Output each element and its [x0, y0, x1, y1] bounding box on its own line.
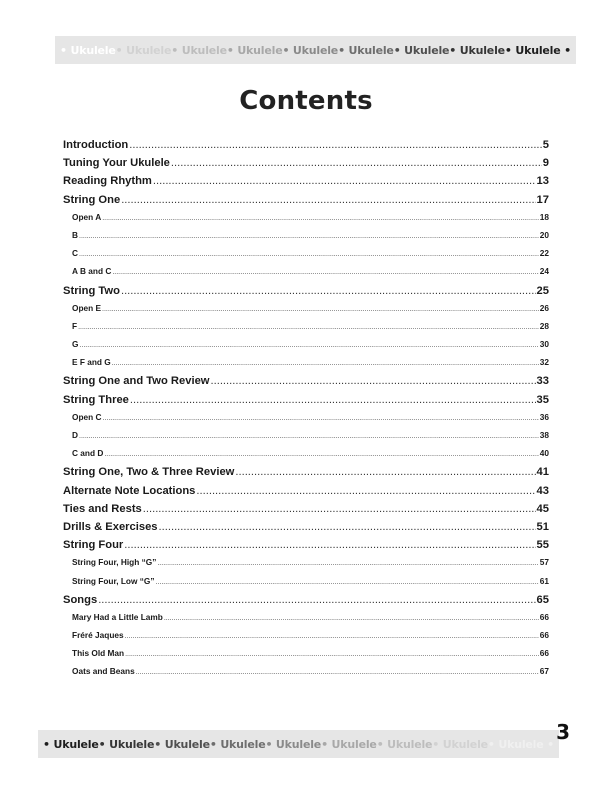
toc-entry-label: String Four: [63, 539, 124, 552]
toc-entry-label: String One: [63, 193, 121, 206]
dot-leader: [143, 503, 536, 515]
toc-entry: [63, 594, 549, 612]
toc-entry-page: 38: [539, 430, 549, 440]
toc-entry: [63, 521, 549, 539]
toc-entry-label: Drills & Exercises: [63, 520, 158, 533]
banner-word: • Ukulele: [432, 737, 488, 751]
dot-leader: [129, 139, 542, 151]
dot-leader: [112, 269, 538, 276]
toc-entry: [63, 157, 549, 175]
toc-entry-label: Reading Rhythm: [63, 175, 152, 188]
toc-subentry: [63, 648, 549, 666]
toc-entry-label: F: [72, 320, 78, 331]
banner-word: • Ukulele: [226, 43, 283, 57]
toc-entry-label: Fréré Jaques: [72, 630, 124, 641]
toc-entry-page: 57: [539, 557, 549, 568]
toc-subentry: [63, 212, 549, 230]
toc-entry-page: 17: [536, 193, 549, 206]
banner-word: • Ukulele: [171, 43, 227, 57]
dot-leader: [98, 594, 535, 606]
dot-leader: [79, 342, 538, 349]
toc-entry-page: 66: [539, 611, 549, 622]
toc-subentry: [63, 357, 549, 375]
dot-leader: [79, 251, 539, 258]
toc-subentry: [63, 303, 549, 321]
toc-entry-label: Introduction: [63, 139, 129, 151]
banner-word: • Ukulele: [98, 737, 155, 751]
toc-entry-label: Mary Had a Little Lamb: [72, 611, 163, 622]
toc-entry-page: 30: [539, 339, 549, 350]
toc-subentry: [63, 666, 549, 684]
toc-subentry: [63, 576, 549, 594]
toc-entry-label: E F and G: [72, 357, 111, 368]
footer-banner: [38, 730, 559, 758]
toc-subentry: [63, 266, 549, 284]
dot-leader: [121, 194, 535, 206]
toc-entry-label: String Three: [63, 393, 129, 406]
banner-word: • Ukulele: [282, 43, 339, 57]
dot-leader: [196, 485, 535, 497]
toc-entry-page: 35: [536, 393, 549, 406]
dot-leader: [130, 394, 536, 406]
toc-entry: [63, 394, 549, 412]
dot-leader: [211, 375, 536, 387]
toc-entry-page: 65: [536, 593, 549, 606]
banner-word: • Ukulele •: [487, 737, 554, 751]
toc-entry-label: String Two: [63, 284, 120, 297]
toc-entry-page: 36: [539, 411, 549, 422]
dot-leader: [103, 415, 539, 422]
toc-entry-label: Oats and Beans: [72, 666, 135, 677]
dot-leader: [79, 233, 539, 240]
dot-leader: [125, 651, 539, 658]
toc-subentry: [63, 557, 549, 575]
banner-word: • Ukulele: [115, 43, 172, 57]
toc-entry-page: 22: [539, 248, 549, 259]
toc-entry-page: 61: [539, 575, 549, 586]
dot-leader: [153, 175, 536, 187]
toc-entry: [63, 139, 549, 157]
toc-entry-label: A B and C: [72, 266, 112, 277]
dot-leader: [164, 615, 539, 622]
banner-word: • Ukulele: [60, 43, 116, 57]
toc-entry-label: String One, Two & Three Review: [63, 466, 235, 479]
banner-word: • Ukulele: [154, 737, 210, 751]
toc-entry-page: 43: [536, 484, 549, 497]
dot-leader: [102, 306, 539, 313]
toc-entry-label: B: [72, 229, 78, 240]
toc-entry: [63, 503, 549, 521]
dot-leader: [156, 579, 539, 586]
toc-entry-label: This Old Man: [72, 648, 125, 659]
dot-leader: [79, 433, 539, 440]
banner-word: • Ukulele: [376, 737, 433, 751]
banner-word: • Ukulele: [449, 43, 505, 57]
header-banner: [55, 36, 576, 64]
toc-entry-label: String One and Two Review: [63, 375, 210, 388]
banner-word: • Ukulele: [393, 43, 450, 57]
toc-entry-page: 18: [539, 211, 549, 222]
dot-leader: [235, 466, 535, 478]
toc-entry-page: 28: [539, 320, 549, 331]
toc-entry: [63, 175, 549, 193]
toc-entry-label: Open A: [72, 211, 102, 222]
dot-leader: [112, 360, 539, 367]
toc-entry-page: 41: [536, 466, 549, 479]
table-of-contents: [63, 139, 549, 685]
toc-entry-page: 45: [536, 502, 549, 515]
toc-subentry: [63, 448, 549, 466]
dot-leader: [159, 521, 536, 533]
toc-entry-page: 55: [536, 539, 549, 552]
toc-entry-label: Ties and Rests: [63, 502, 142, 515]
toc-entry-page: 51: [536, 520, 549, 533]
toc-entry-page: 66: [539, 630, 549, 641]
toc-subentry: [63, 248, 549, 266]
toc-subentry: [63, 630, 549, 648]
dot-leader: [157, 560, 538, 567]
toc-entry: [63, 539, 549, 557]
dot-leader: [124, 539, 535, 551]
toc-subentry: [63, 412, 549, 430]
banner-word: • Ukulele: [43, 737, 99, 751]
toc-entry-label: D: [72, 430, 78, 440]
toc-entry-page: 25: [536, 284, 549, 297]
banner-word: • Ukulele: [209, 737, 266, 751]
dot-leader: [78, 324, 539, 331]
toc-subentry: [63, 339, 549, 357]
toc-entry-page: 13: [536, 175, 549, 188]
toc-entry-label: Songs: [63, 593, 98, 606]
dot-leader: [102, 215, 539, 222]
toc-entry-page: 26: [539, 302, 549, 313]
banner-word: • Ukulele: [321, 737, 377, 751]
banner-word: • Ukulele: [338, 43, 394, 57]
page-number: 3: [556, 720, 570, 744]
toc-entry-page: 66: [539, 648, 549, 659]
toc-entry-label: Open C: [72, 411, 102, 422]
toc-entry: [63, 466, 549, 484]
toc-entry-page: 40: [539, 448, 549, 459]
toc-entry-label: C: [72, 248, 78, 259]
toc-entry-label: String Four, High “G”: [72, 557, 157, 568]
toc-entry-label: Alternate Note Locations: [63, 484, 196, 497]
toc-entry-page: 5: [542, 139, 549, 151]
dot-leader: [104, 451, 538, 458]
toc-entry-label: Tuning Your Ukulele: [63, 157, 170, 170]
toc-entry-label: G: [72, 339, 79, 350]
toc-entry-page: 20: [539, 229, 549, 240]
toc-entry: [63, 194, 549, 212]
toc-entry: [63, 485, 549, 503]
toc-entry-page: 9: [542, 157, 549, 170]
toc-entry-page: 24: [539, 266, 549, 277]
toc-entry-label: String Four, Low “G”: [72, 575, 155, 586]
dot-leader: [121, 285, 536, 297]
toc-entry-page: 32: [539, 357, 549, 368]
toc-entry-page: 67: [539, 666, 549, 677]
toc-subentry: [63, 321, 549, 339]
toc-entry: [63, 375, 549, 393]
toc-subentry: [63, 612, 549, 630]
dot-leader: [171, 157, 542, 169]
page-title: Contents: [239, 86, 373, 116]
toc-entry-page: 33: [536, 375, 549, 388]
banner-word: • Ukulele •: [504, 43, 571, 57]
banner-word: • Ukulele: [265, 737, 322, 751]
toc-subentry: [63, 230, 549, 248]
dot-leader: [136, 669, 539, 676]
toc-entry-label: C and D: [72, 448, 104, 459]
toc-subentry: [63, 430, 549, 448]
toc-entry: [63, 285, 549, 303]
dot-leader: [125, 633, 539, 640]
toc-entry-label: Open E: [72, 302, 102, 313]
